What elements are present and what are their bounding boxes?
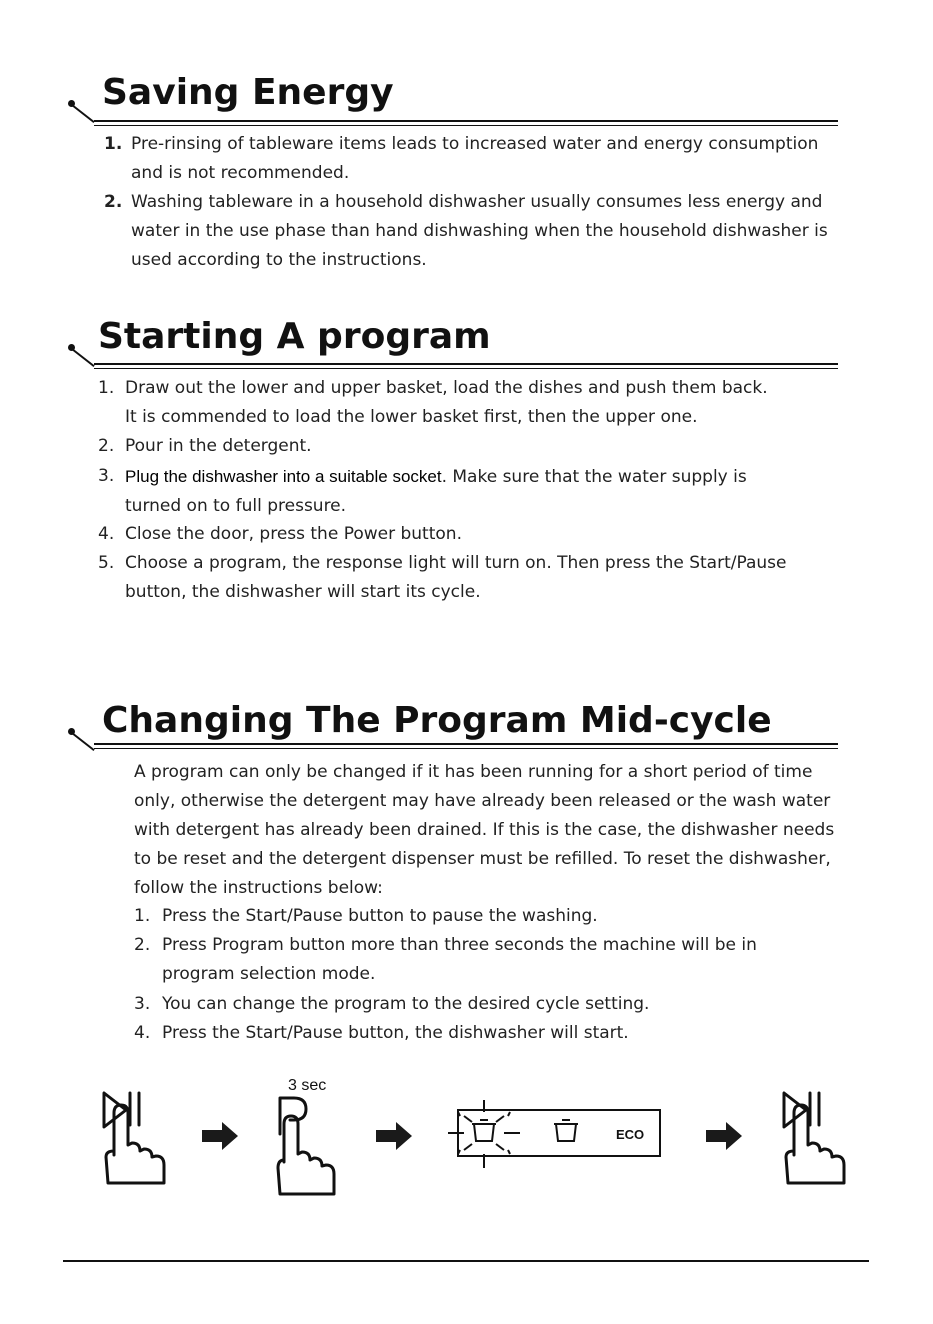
list-item: 1. Press the Start/Pause button to pause the washing. — [134, 906, 598, 926]
list-item: 3. Plug the dishwasher into a suitable socket. Make sure that the water supply is turned on to full pressure. — [98, 466, 747, 516]
arrow-right-icon — [706, 1122, 742, 1150]
arrow-right-icon — [376, 1122, 412, 1150]
list-item: 2. Washing tableware in a household dishwasher usually consumes less energy and water in the use phase than hand dishwashing when the household dishwasher is used according to the instructions. — [104, 192, 828, 270]
list-item: 3. You can change the program to the desired cycle setting. — [134, 994, 650, 1014]
start-pause-press-icon — [96, 1085, 176, 1200]
hold-duration-label: 3 sec — [288, 1077, 327, 1094]
section-title: Starting A program — [98, 316, 491, 357]
title-rule — [94, 363, 838, 365]
section-header-saving-energy — [68, 72, 838, 128]
footer-rule — [63, 1260, 869, 1262]
eco-label: ECO — [616, 1127, 645, 1142]
section-header-changing-program — [68, 702, 838, 754]
section-title: Saving Energy — [102, 72, 394, 113]
list-item: 2. Press Program button more than three seconds the machine will be in program selection mode. — [134, 935, 757, 984]
section-title: Changing The Program Mid-cycle — [102, 700, 772, 741]
list-item: 1. Pre-rinsing of tableware items leads to increased water and energy consumption and is not recommended. — [104, 134, 819, 183]
title-rule — [94, 120, 838, 122]
list-item: 1. Draw out the lower and upper basket, load the dishes and push them back. It is commended to load the lower basket first, then the upper one. — [98, 378, 768, 427]
list-item: 4. Close the door, press the Power button. — [98, 524, 462, 544]
title-rule — [94, 743, 838, 745]
list-item: 4. Press the Start/Pause button, the dishwasher will start. — [134, 1023, 629, 1043]
start-pause-press-icon — [776, 1085, 856, 1200]
intro-paragraph: A program can only be changed if it has been running for a short period of time only, otherwise the detergent may have already been released or the wash water with detergent has already been drained. If this is the case, the dishwasher needs to be reset and the detergent dispenser must be refilled. To reset the dishwasher, follow the instructions below: — [134, 762, 835, 898]
pot-icon — [554, 1120, 578, 1141]
program-panel-icon — [446, 1092, 666, 1176]
pot-icon — [472, 1120, 496, 1141]
section-header-starting-program — [68, 318, 838, 370]
program-hold-icon — [270, 1094, 350, 1204]
list-item: 5. Choose a program, the response light will turn on. Then press the Start/Pause button, the dishwasher will start its cycle. — [98, 553, 787, 602]
list-item: 2. Pour in the detergent. — [98, 436, 312, 456]
arrow-right-icon — [202, 1122, 238, 1150]
